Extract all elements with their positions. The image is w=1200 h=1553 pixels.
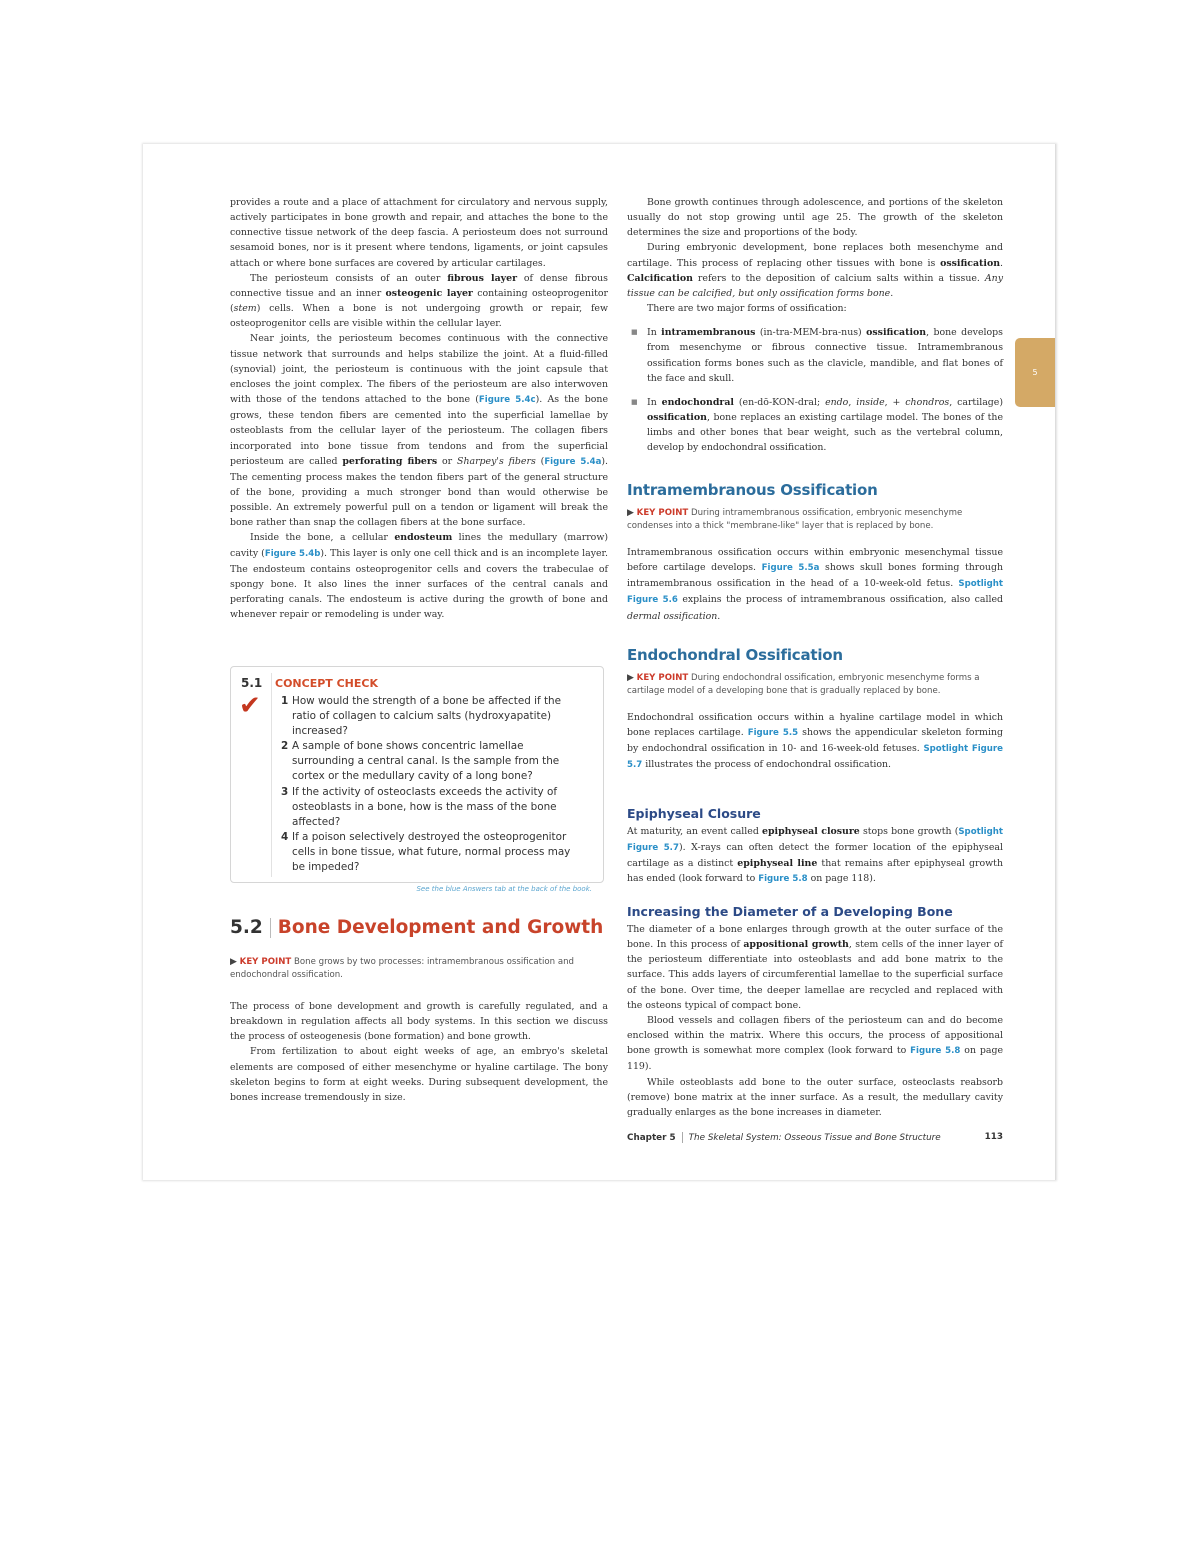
triangle-icon: ▶ bbox=[627, 508, 634, 518]
paragraph: The diameter of a bone enlarges through growth at the outer surface of the bone. In this process of appositional growth, stem cells of the inner layer of the periosteum differentiate into osteoblasts and add bone matrix to the surface. This adds layers of circumferential lamellae to the superficial surface of the bone. Over time, the deeper lamellae are recycled and replaced with the osteons typical of compact bone. bbox=[627, 924, 1003, 1011]
paragraph-periosteum-intro: provides a route and a place of attachment for circulatory and nervous supply, actively participates in bone growth and repair, and attaches the bone to the connective tissue network of the deep fascia. A periosteum does not surround sesamoid bones, nor is it present where tendons, ligaments, or joint capsules attach or where bone surfaces are covered by articular cartilages. bbox=[230, 197, 608, 269]
list-item: 3 If the activity of osteoclasts exceeds the activity of osteoblasts in a bone, how is the mass of the bone affected? bbox=[281, 785, 558, 828]
figure-link[interactable]: Spotlight Figure 5.7 bbox=[627, 744, 1003, 771]
paragraph: There are two major forms of ossification: bbox=[647, 303, 847, 315]
triangle-icon: ▶ bbox=[627, 673, 634, 683]
diameter-section bbox=[627, 904, 1003, 1120]
concept-check-title: CONCEPT CHECK bbox=[275, 677, 379, 690]
section-heading: Intramembranous Ossification bbox=[627, 481, 878, 499]
figure-link[interactable]: Figure 5.4c bbox=[478, 395, 536, 406]
triangle-icon: ▶ bbox=[230, 957, 237, 967]
answers-footnote: See the blue Answers tab at the back of the book. bbox=[416, 885, 592, 893]
section-heading: Endochondral Ossification bbox=[627, 646, 843, 664]
paragraph: From fertilization to about eight weeks of age, an embryo's skeletal elements are composed of either mesenchyme or hyaline cartilage. The bony skeleton begins to form at eight weeks. During subsequent development, the bones increase tremendously in size. bbox=[230, 1046, 608, 1103]
concept-check-box bbox=[230, 666, 604, 883]
paragraph: Blood vessels and collagen fibers of the periosteum can and do become enclosed within the matrix. Where this occurs, the process of appositional bone growth is somewhat more complex (look forward to Figure 5.8 on page 119). bbox=[627, 1014, 1004, 1073]
figure-link[interactable]: Figure 5.8 bbox=[758, 874, 808, 885]
ossification-forms-list bbox=[627, 325, 1003, 455]
subsection-heading: Epiphyseal Closure bbox=[627, 806, 761, 821]
epiphyseal-section bbox=[627, 806, 1003, 888]
paragraph: Bone growth continues through adolescence, and portions of the skeleton usually do not stop growing until age 25. The growth of the skeleton determines the size and proportions of the body. bbox=[627, 197, 1003, 239]
list-item: 2 A sample of bone shows concentric lamellae surrounding a central canal. Is the sample from the cortex or the medullary cavity of a long bone? bbox=[281, 740, 560, 783]
figure-link[interactable]: Figure 5.4b bbox=[264, 548, 321, 559]
checkmark-icon: ✔ bbox=[239, 691, 261, 721]
subsection-heading: Increasing the Diameter of a Developing Bone bbox=[627, 904, 953, 919]
list-item: ■ In intramembranous (in-tra-MEM-bra-nus) ossification, bone develops from mesenchyme or fibrous connective tissue. Intramembranous ossification forms bones such as the clavicle, mandible, and flat bones of the face and skull. bbox=[627, 325, 1003, 386]
chapter-tab[interactable]: 5 bbox=[1015, 338, 1055, 407]
paragraph: Intramembranous ossification occurs within embryonic mesenchymal tissue before cartilage develops. Figure 5.5a shows skull bones forming through intramembranous ossification in the head of a 10-week-old fetus. Spotlight Figure 5.6 explains the process of intramembranous ossification, also called dermal ossification. bbox=[627, 547, 1003, 622]
key-point: ▶ KEY POINT During endochondral ossification, embryonic mesenchyme forms a cartilage model of a developing bone that is gradually replaced by bone. bbox=[627, 673, 980, 696]
figure-link[interactable]: Figure 5.5 bbox=[747, 728, 799, 739]
intramembranous-section bbox=[627, 481, 1003, 624]
concept-check-questions bbox=[281, 694, 581, 875]
endochondral-section bbox=[627, 646, 1003, 774]
section-5-2-body bbox=[230, 956, 608, 1105]
section-heading: 5.2 Bone Development and Growth bbox=[230, 917, 604, 938]
key-point: ▶ KEY POINT Bone grows by two processes: intramembranous ossification and endochondral ossification. bbox=[230, 957, 574, 980]
figure-link[interactable]: Figure 5.8 bbox=[910, 1046, 961, 1057]
paragraph-endosteum: Inside the bone, a cellular endosteum lines the medullary (marrow) cavity (Figure 5.4b). This layer is only one cell thick and is an incomplete layer. The endosteum contains osteoprogenitor cells and covers the trabeculae of spongy bone. It also lines the inner surfaces of the central canals and perforating canals. The endosteum is active during the growth of bone and whenever repair or remodeling is under way. bbox=[230, 532, 609, 621]
list-item: 4 If a poison selectively destroyed the osteoprogenitor cells in bone tissue, what future, normal process may be impeded? bbox=[281, 830, 571, 874]
chapter-label: Chapter 5 bbox=[627, 1133, 676, 1143]
paragraph-perforating-fibers: Near joints, the periosteum becomes continuous with the connective tissue network that surrounds and helps stabilize the joint. At a fluid-filled (synovial) joint, the periosteum is continuous with the joint capsule that encloses the joint complex. The fibers of the periosteum are also interwoven with those of the tendons attached to the bone (Figure 5.4c). As the bone grows, these tendon fibers are cemented into the superficial lamellae by osteoblasts from the cellular layer of the periosteum. The collagen fibers incorporated into bone tissue from tendons and from the superficial periosteum are called perforating fibers or Sharpey's fibers (Figure 5.4a). The cementing process makes the tendon fibers part of the general structure of the bone, providing a much stronger bond than would otherwise be possible. An extremely powerful pull on a tendon or ligament will break the bone rather than snap the collagen fibers at the bone surface. bbox=[230, 333, 609, 529]
concept-check-number: 5.1 bbox=[241, 676, 263, 690]
paragraph: Endochondral ossification occurs within a hyaline cartilage model in which bone replaces cartilage. Figure 5.5 shows the appendicular skeleton forming by endochondral ossification in 10- and 16-week-old fetuses. Spotlight Figure 5.7 illustrates the process of endochondral ossification. bbox=[627, 712, 1003, 771]
figure-link[interactable]: Spotlight Figure 5.7 bbox=[627, 827, 1003, 854]
divider bbox=[271, 673, 272, 877]
chapter-title: The Skeletal System: Osseous Tissue and Bone Structure bbox=[688, 1133, 941, 1143]
textbook-page bbox=[143, 144, 1056, 1180]
figure-link[interactable]: Spotlight Figure 5.6 bbox=[627, 579, 1003, 606]
paragraph: The process of bone development and growth is carefully regulated, and a breakdown in regulation affects all body systems. In this section we discuss the process of osteogenesis (bone formation) and bone growth. bbox=[230, 1001, 608, 1043]
key-point: ▶ KEY POINT During intramembranous ossification, embryonic mesenchyme condenses into a thick "membrane-like" layer that is replaced by bone. bbox=[627, 508, 963, 531]
page-footer bbox=[627, 1132, 1003, 1143]
paragraph-periosteum-layers: The periosteum consists of an outer fibrous layer of dense fibrous connective tissue and an inner osteogenic layer containing osteoprogenitor (stem) cells. When a bone is not undergoing growth or repair, few osteoprogenitor cells are visible within the cellular layer. bbox=[230, 272, 608, 330]
paragraph: At maturity, an event called epiphyseal closure stops bone growth (Spotlight Figure 5.7). X-rays can often detect the former location of the epiphyseal cartilage as a distinct epiphyseal line that remains after epiphyseal growth has ended (look forward to Figure 5.8 on page 118). bbox=[627, 826, 1003, 885]
figure-link[interactable]: Figure 5.5a bbox=[761, 563, 820, 574]
right-column bbox=[627, 195, 1003, 456]
paragraph: While osteoblasts add bone to the outer surface, osteoclasts reabsorb (remove) bone matrix at the inner surface. As a result, the medullary cavity gradually enlarges as the bone increases in diameter. bbox=[627, 1076, 1003, 1118]
list-item: ■ In endochondral (en-dō-KON-dral; endo, inside, + chondros, cartilage) ossification, bone replaces an existing cartilage model. The bones of the limbs and other bones that bear weight, such as the vertebral column, develop by endochondral ossification. bbox=[627, 395, 1003, 456]
figure-link[interactable]: Figure 5.4a bbox=[544, 456, 602, 467]
paragraph-ossification: During embryonic development, bone replaces both mesenchyme and cartilage. This process of replacing other tissues with bone is ossification. Calcification refers to the deposition of calcium salts within a tissue. Any tissue can be calcified, but only ossification forms bone. bbox=[627, 242, 1003, 299]
page-number: 113 bbox=[984, 1132, 1003, 1142]
left-column bbox=[230, 195, 608, 622]
list-item: 1 How would the strength of a bone be affected if the ratio of collagen to calcium salts (hydroxyapatite) increased? bbox=[281, 695, 562, 738]
